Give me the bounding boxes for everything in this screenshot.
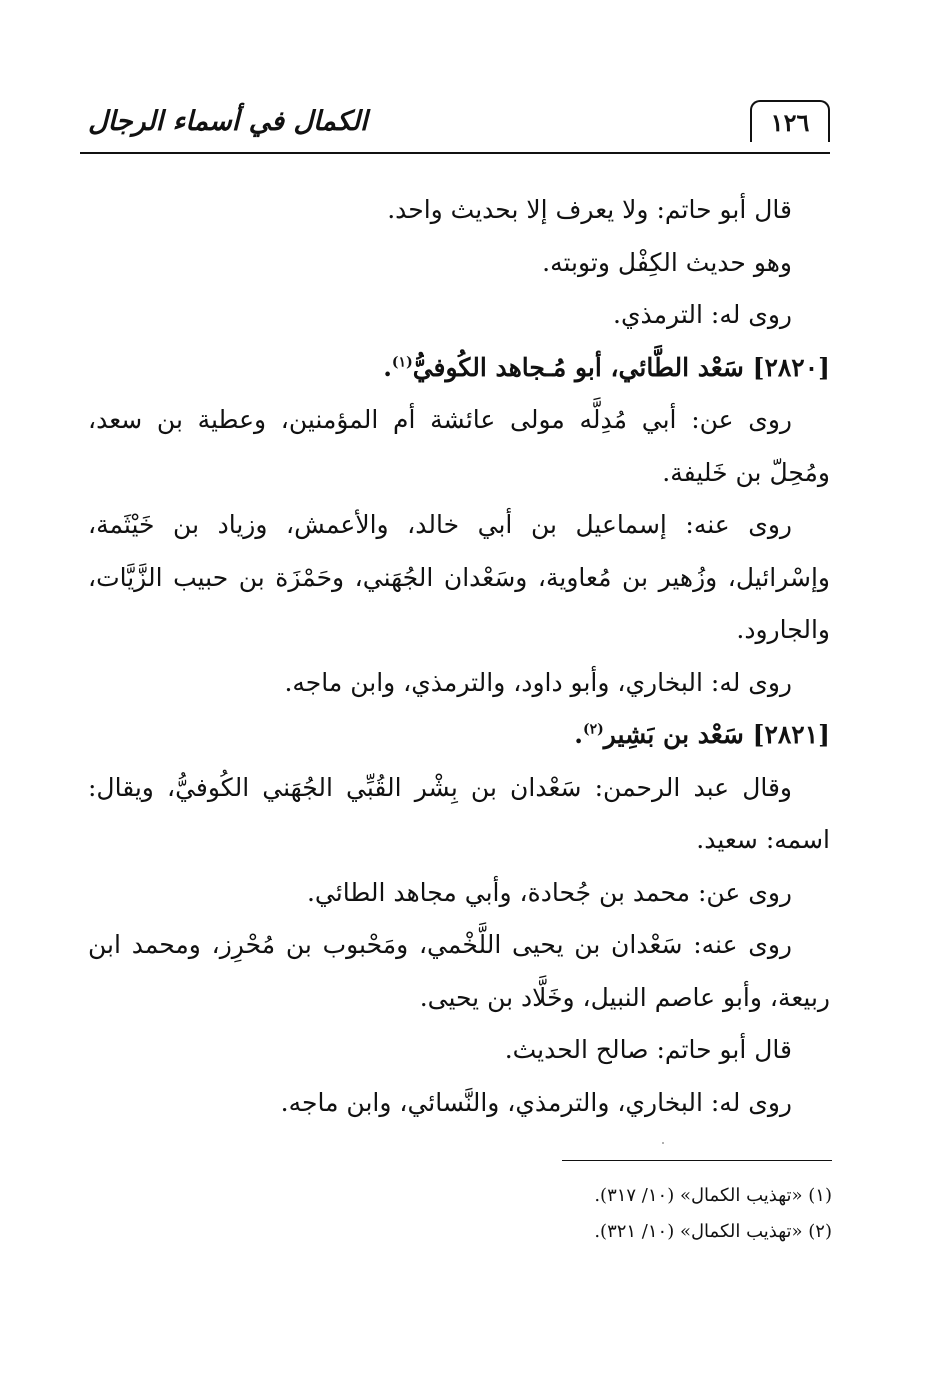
page-number: ١٢٦: [750, 100, 830, 142]
book-title: الكمال في أسماء الرجال: [88, 105, 368, 137]
entry-number: [٢٨٢٠]: [752, 352, 830, 382]
paragraph: وقال عبد الرحمن: سَعْدان بن بِشْر القُبِّي الجُهَني الكُوفيُّ، ويقال: اسمه: سعيد.: [88, 772, 830, 854]
entry-end: .: [383, 352, 392, 382]
entry-name: سَعْد الطَّائي، أبو مُـجاهد الكُوفيُّ: [412, 352, 744, 382]
paragraph: روى عنه: إسماعيل بن أبي خالد، والأعمش، وزياد بن خَيْثَمة، وإسْرائيل، وزُهير بن مُعاوية، وسَعْدان الجُهَني، وحَمْزَة بن حبيب الزَّيَّات، والجارود.: [88, 510, 830, 644]
entry-end: .: [574, 720, 583, 749]
footnote-ref[interactable]: (٢): [582, 721, 604, 738]
footnotes: [332, 1178, 832, 1250]
footnote-2: (٢) «تهذيب الكمال» (١٠/ ٣٢١).: [594, 1221, 832, 1242]
footnote-ref[interactable]: (١): [391, 354, 413, 371]
footnote-1: (١) «تهذيب الكمال» (١٠/ ٣١٧).: [594, 1185, 832, 1206]
paragraph: روى له: البخاري، وأبو داود، والترمذي، وابن ماجه.: [284, 667, 792, 697]
paragraph: وهو حديث الكِفْل وتوبته.: [542, 247, 792, 277]
entry-number: [٢٨٢١]: [752, 720, 830, 749]
paragraph: روى له: البخاري، والترمذي، والنَّسائي، وابن ماجه.: [280, 1087, 792, 1117]
main-text: [88, 184, 830, 1129]
paragraph: قال أبو حاتم: صالح الحديث.: [504, 1035, 792, 1064]
paragraph: روى له: الترمذي.: [613, 300, 792, 329]
entry-heading-2821: [88, 709, 830, 762]
entry-heading-2820: [88, 342, 830, 395]
paragraph: روى عن: محمد بن جُحادة، وأبي مجاهد الطائي.: [306, 877, 792, 907]
paragraph: روى عن: أبي مُدِلَّه مولى عائشة أم المؤمنين، وعطية بن سعد، ومُحِلّ بن خَليفة.: [88, 405, 830, 487]
paragraph: قال أبو حاتم: ولا يعرف إلا بحديث واحد.: [387, 195, 792, 224]
footnote-separator: [562, 1160, 832, 1161]
entry-name: سَعْد بن بَشِير: [603, 720, 744, 749]
print-speck: [662, 1142, 664, 1144]
header-rule: [80, 152, 830, 154]
running-header: [80, 96, 830, 154]
paragraph: روى عنه: سَعْدان بن يحيى اللَّخْمي، ومَحْبوب بن مُحْرِز، ومحمد ابن ربيعة، وأبو عاصم النبيل، وخَلَّاد بن يحيى.: [88, 930, 830, 1012]
